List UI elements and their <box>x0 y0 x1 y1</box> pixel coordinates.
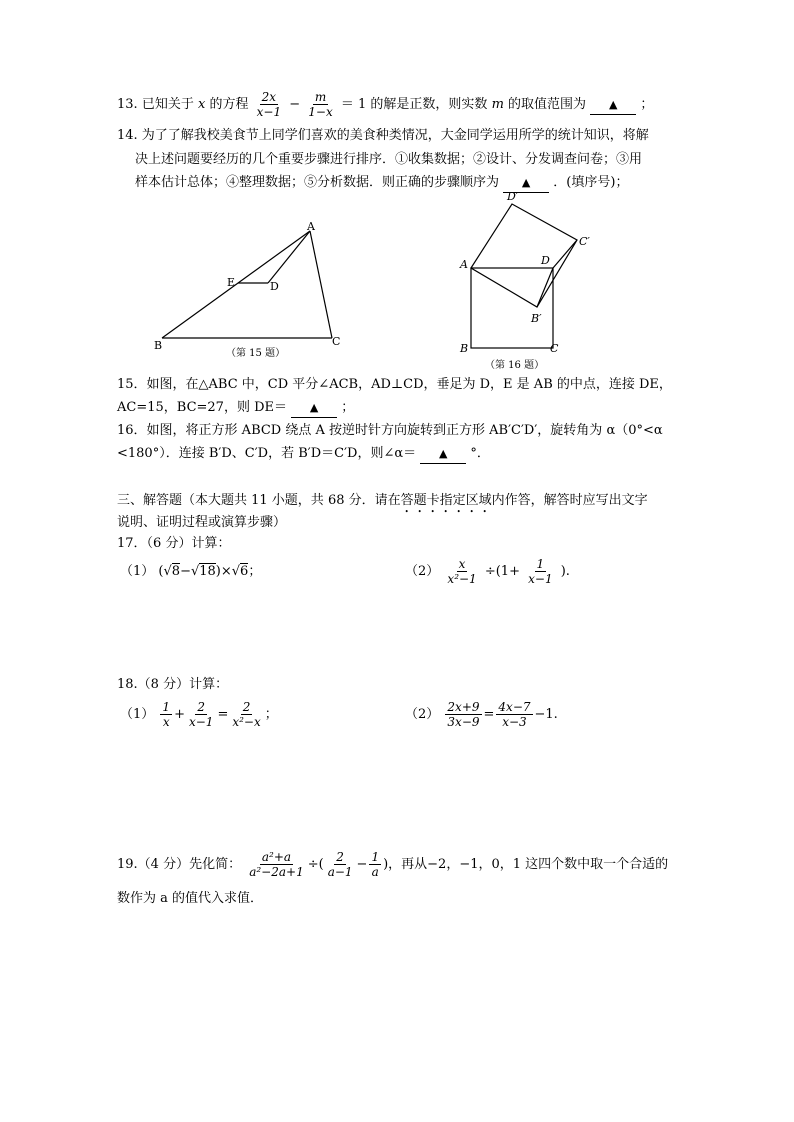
q13-var-m: m <box>491 97 504 112</box>
section-3-text: 内作答，解答时应写出文字 <box>491 493 648 508</box>
q18-fraction <box>187 700 215 729</box>
q14-text: 样本估计总体；④整理数据；⑤分析数据．则正确的步骤顺序为 <box>135 175 500 190</box>
fraction-denominator: a²−2a+1 <box>249 865 304 879</box>
q19-text: 19.（4 分）先化简： <box>117 857 242 872</box>
q19-op: ÷( <box>307 857 324 872</box>
fraction-denominator: x²−1 <box>447 572 477 586</box>
question-13 <box>117 90 653 119</box>
q17-expr: (√ <box>158 564 172 579</box>
q15-text: ； <box>341 400 355 415</box>
question-18-title: 18.（8 分）计算： <box>117 677 229 692</box>
q19-fraction <box>326 850 355 879</box>
q19-fraction <box>369 850 381 879</box>
fraction-denominator: a <box>371 865 379 879</box>
q16-answer-blank[interactable]: ▲ <box>420 445 466 464</box>
q16-text: °． <box>470 446 490 461</box>
question-14-line-2: 决上述问题要经历的几个重要步骤进行排序．①收集数据；②设计、分发调查问卷；③用 <box>135 152 643 167</box>
fig16-label-C: C <box>550 342 559 355</box>
fraction-numerator: 4x−7 <box>498 700 531 714</box>
fraction-denominator: x−3 <box>502 715 527 729</box>
q13-text: ＝ 1 的解是正数，则实数 <box>340 97 488 112</box>
fig16-label-A: A <box>460 258 468 271</box>
fraction-denominator: x−1 <box>528 572 553 586</box>
q17-expr: ). <box>560 564 570 579</box>
q17-expr: )×√ <box>215 564 241 579</box>
q17-part-1 <box>120 563 261 581</box>
q17-expr: ÷(1+ <box>484 564 520 579</box>
q16-text: <180°）．连接 B′D、C′D，若 B′D＝C′D，则∠α＝ <box>117 446 417 461</box>
q17-expr: −√ <box>180 564 200 579</box>
fraction-denominator: x <box>162 715 170 729</box>
fraction-numerator: 2x <box>261 90 277 104</box>
q13-var-x: x <box>197 97 206 112</box>
fraction-numerator: 1 <box>536 557 545 571</box>
q13-text: 的取值范围为 <box>508 97 587 112</box>
radicand: 6 <box>240 564 249 579</box>
q14-text: ．(填序号)； <box>553 175 629 190</box>
fig16-caption: （第 16 题） <box>485 360 545 371</box>
section-3-heading-line-2: 说明、证明过程或演算步骤） <box>117 515 287 530</box>
part-label: （2） <box>405 564 440 579</box>
fraction-numerator: m <box>314 90 327 104</box>
q19-fraction <box>247 850 306 879</box>
q18-fraction <box>496 700 532 729</box>
fig16-label-C-prime: C′ <box>579 235 590 248</box>
q13-text: ； <box>640 97 654 112</box>
figure-16 <box>455 188 605 373</box>
q18-op: + <box>174 707 185 722</box>
q18-op: −1. <box>534 707 558 722</box>
q19-op: − <box>356 857 368 872</box>
fraction-denominator: a−1 <box>327 865 353 879</box>
section-3-text: 三、解答题（本大题共 11 小题，共 68 分．请在 <box>117 493 401 508</box>
fraction-denominator: x−1 <box>256 105 282 119</box>
part-label: （1） <box>120 564 155 579</box>
q17-fraction-1 <box>445 557 478 586</box>
fig15-label-E: E <box>227 276 236 289</box>
q13-minus: − <box>289 97 301 112</box>
q18-op: = <box>483 707 495 722</box>
fraction-numerator: 2x+9 <box>447 700 480 714</box>
fraction-numerator: 2 <box>336 850 344 864</box>
q13-fraction-2 <box>306 90 334 119</box>
fraction-numerator: 2 <box>197 700 206 714</box>
radicand: 18 <box>199 564 216 579</box>
q17-part-2 <box>405 557 570 586</box>
q17-fraction-2 <box>526 557 554 586</box>
q17-expr: ； <box>248 564 262 579</box>
question-16-line-2 <box>117 445 490 464</box>
q13-fraction-1 <box>255 90 283 119</box>
q13-number: 13. <box>117 97 138 112</box>
fig16-label-D: D <box>541 254 550 267</box>
question-19-line-2: 数作为 a 的值代入求值． <box>117 891 264 906</box>
question-16-line-1: 16．如图，将正方形 ABCD 绕点 A 按逆时针方向旋转到正方形 AB′C′D′，旋转角为 α（0°<α <box>117 423 663 438</box>
fraction-numerator: 1 <box>162 700 171 714</box>
question-19-line-1 <box>117 850 668 879</box>
fraction-denominator: x²−x <box>232 715 261 729</box>
fig15-label-A: A <box>307 220 315 233</box>
q18-fraction <box>230 700 262 729</box>
q19-text: )，再从−2，−1，0，1 这四个数中取一个合适的 <box>383 857 669 872</box>
q15-answer-blank[interactable]: ▲ <box>291 399 337 418</box>
fraction-denominator: 1−x <box>308 105 333 119</box>
section-3-heading-line-1 <box>117 492 648 516</box>
question-15-line-1: 15．如图，在△ABC 中，CD 平分∠ACB，AD⊥CD，垂足为 D，E 是 AB 的中点，连接 DE， <box>117 377 672 392</box>
fig16-label-D-prime: D′ <box>507 190 519 203</box>
q13-answer-blank[interactable]: ▲ <box>590 96 636 115</box>
fig15-label-D: D <box>270 280 279 293</box>
fraction-numerator: 1 <box>371 850 380 864</box>
q13-text: 的方程 <box>209 97 249 112</box>
q18-part-2 <box>405 700 558 729</box>
fig15-label-C: C <box>332 335 341 348</box>
fig15-caption: （第 15 题） <box>226 348 286 359</box>
q13-text: 已知关于 <box>141 97 194 112</box>
fraction-numerator: 2 <box>242 700 251 714</box>
fraction-denominator: x−1 <box>188 715 214 729</box>
q18-part-1 <box>120 700 278 729</box>
part-label: （2） <box>405 707 440 722</box>
fig16-label-B: B <box>460 342 469 355</box>
q18-fraction <box>445 700 481 729</box>
fraction-denominator: 3x−9 <box>447 715 480 729</box>
fig15-label-B: B <box>154 339 163 352</box>
question-17-title: 17．（6 分）计算： <box>117 536 231 551</box>
q14-answer-blank[interactable]: ▲ <box>503 174 549 193</box>
radicand: 8 <box>171 564 181 579</box>
fraction-numerator: a²+a <box>261 850 292 864</box>
q18-fraction <box>160 700 172 729</box>
part-label: （1） <box>120 707 155 722</box>
question-15-line-2 <box>117 399 354 418</box>
question-14-line-1: 14. 为了了解我校美食节上同学们喜欢的美食种类情况，大金同学运用所学的统计知识，将解 <box>117 128 649 143</box>
figure-15 <box>150 218 350 363</box>
section-3-emphasis: 答题卡指定区域 <box>400 493 492 508</box>
q18-op: ； <box>264 707 278 722</box>
fig16-label-B-prime: B′ <box>531 312 542 325</box>
q18-op: = <box>217 707 229 722</box>
q15-text: AC=15，BC=27，则 DE＝ <box>117 400 287 415</box>
fraction-numerator: x <box>458 557 466 571</box>
